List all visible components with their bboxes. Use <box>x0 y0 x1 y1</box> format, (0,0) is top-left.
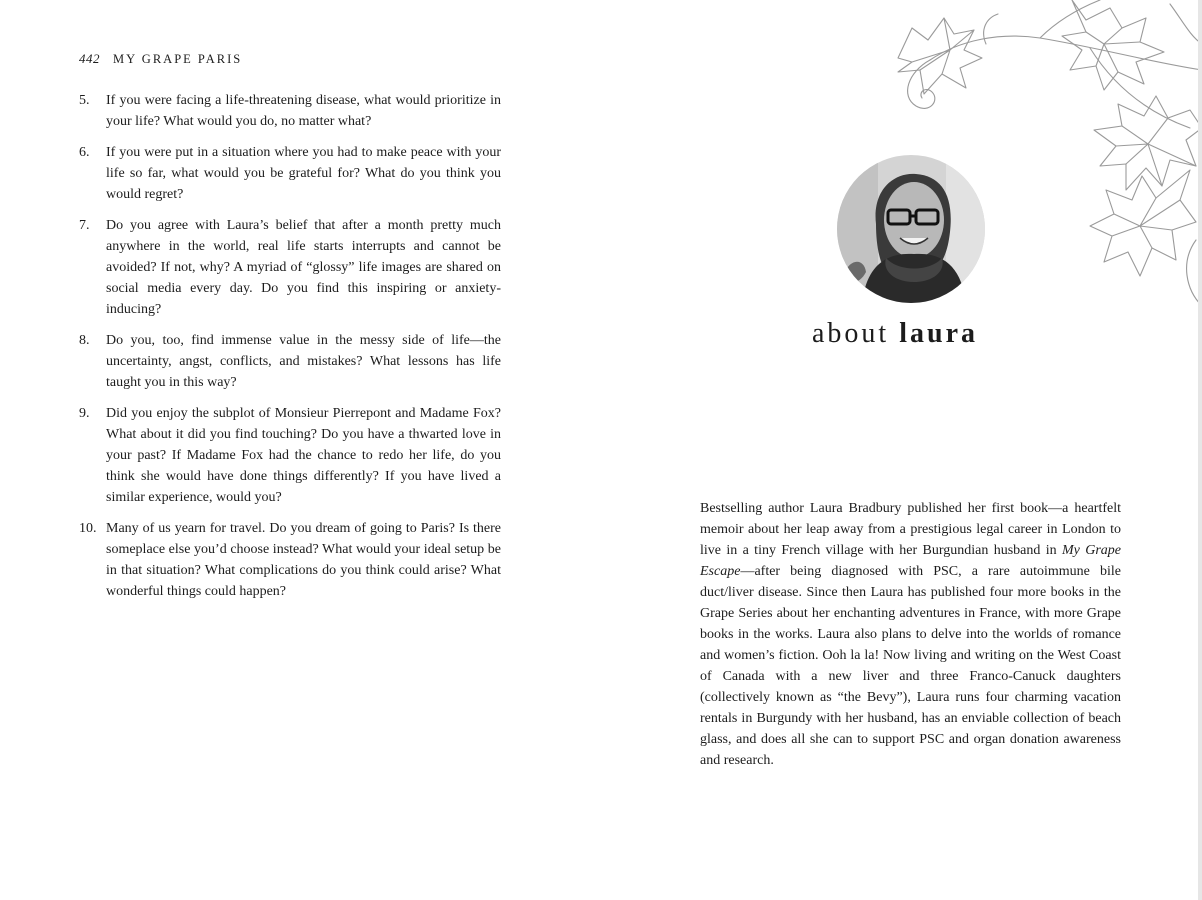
question-item <box>79 215 501 320</box>
question-item <box>79 142 501 205</box>
book-title: MY GRAPE PARIS <box>113 52 243 66</box>
about-heading <box>812 318 978 350</box>
question-text: Many of us yearn for travel. Do you dream of going to Paris? Is there someplace else you’d choose instead? What would your ideal setup be in that situation? What complications do you think could arise? What wonderful things could happen? <box>106 521 501 599</box>
question-text: Did you enjoy the subplot of Monsieur Pierrepont and Madame Fox? What about it did you find touching? Do you have a thwarted love in your past? If Madame Fox had the chance to redo her life, do you think she would have done things differently? If you have lived a similar experience, would you? <box>106 406 501 505</box>
question-number: 6. <box>79 145 90 160</box>
about-heading-name: laura <box>899 318 978 349</box>
question-number: 10. <box>79 521 97 536</box>
page-number: 442 <box>79 51 100 66</box>
question-text: If you were put in a situation where you had to make peace with your life so far, what would you be grateful for? What do you think you would regret? <box>106 145 501 202</box>
question-item <box>79 330 501 393</box>
author-photo <box>836 154 986 304</box>
author-bio <box>700 498 1121 771</box>
question-item <box>79 403 501 508</box>
right-page <box>600 0 1202 900</box>
question-number: 5. <box>79 93 90 108</box>
running-head <box>79 51 242 67</box>
question-text: Do you, too, find immense value in the messy side of life—the uncertainty, angst, conflicts, and mistakes? What lessons has life taught you in this way? <box>106 333 501 390</box>
about-heading-word: about <box>812 318 890 349</box>
question-number: 7. <box>79 218 90 233</box>
question-number: 9. <box>79 406 90 421</box>
left-page <box>0 0 600 900</box>
question-text: If you were facing a life-threatening disease, what would prioritize in your life? What would you do, no matter what? <box>106 93 501 129</box>
bio-text-start: Bestselling author Laura Bradbury published her first book—a heartfelt memoir about her leap away from a prestigious legal career in London to live in a tiny French village with her Burgundian husband in <box>700 501 1121 558</box>
bio-book-title: My Grape Escape <box>700 543 1121 579</box>
bio-text-end: —after being diagnosed with PSC, a rare autoimmune bile duct/liver disease. Since then Laura has published four more books in the Grape Series about her enchanting adventures in France, with more Grape books in the works. Laura also plans to delve into the worlds of romance and women’s fiction. Ooh la la! Now living and writing on the West Coast of Canada with a new liver and three Franco-Canuck daughters (collectively known as “the Bevy”), Laura runs four charming vacation rentals in Burgundy with her husband, has an enviable collection of beach glass, and does all she can to support PSC and organ donation awareness and research. <box>700 564 1121 768</box>
question-text: Do you agree with Laura’s belief that after a month pretty much anywhere in the world, real life starts interrupts and cannot be avoided? If not, why? A myriad of “glossy” life images are shared on social media every day. Do you find this inspiring or anxiety-inducing? <box>106 218 501 317</box>
question-item <box>79 90 501 132</box>
page-edge <box>1198 0 1202 900</box>
discussion-questions <box>79 90 501 612</box>
question-item <box>79 518 501 602</box>
question-number: 8. <box>79 333 90 348</box>
